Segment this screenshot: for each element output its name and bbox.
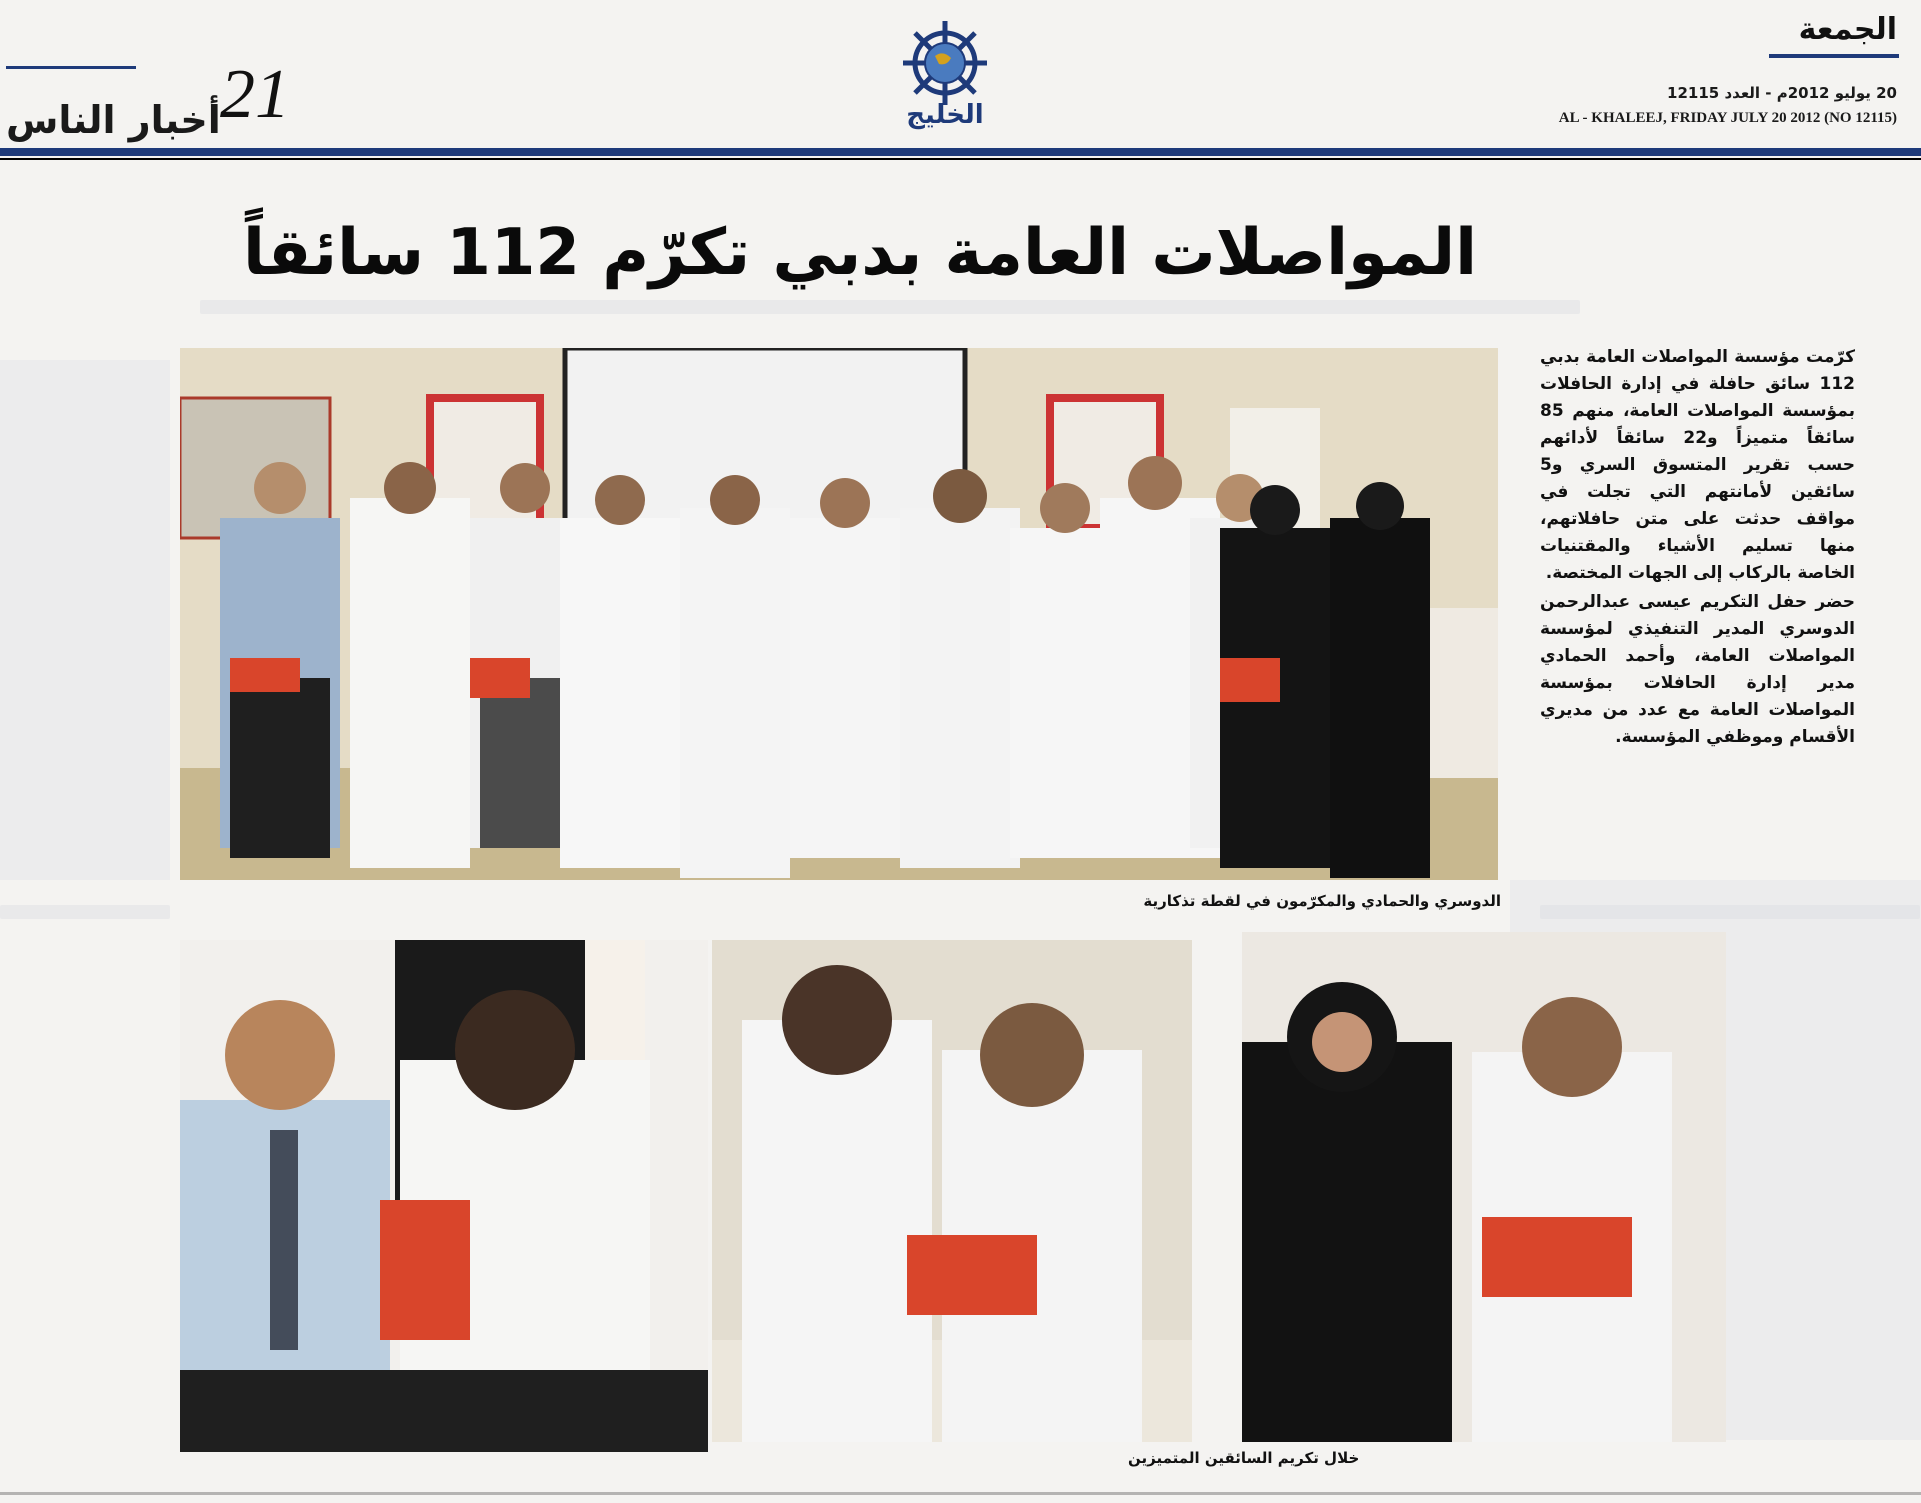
issue-date-english: AL - KHALEEJ, FRIDAY JULY 20 2012 (NO 12115) <box>1558 110 1897 126</box>
award-photo-3 <box>1242 932 1726 1442</box>
award-photo-2 <box>712 940 1192 1442</box>
article-paragraph: حضر حفل التكريم عيسى عبدالرحمن الدوسري المدير التنفيذي لمؤسسة المواصلات العامة، وأحمد الحمادي مدير إدارة الحافلات بمؤسسة المواصلات العامة مع عدد من مديري الأقسام وموظفي المؤسسة. <box>1540 592 1855 747</box>
page-section-name: أخبار الناس <box>6 98 221 142</box>
photo-caption: الدوسري والحمادي والمكرّمون في لقطة تذكارية <box>1143 892 1501 910</box>
page-number: 21 <box>220 56 290 133</box>
masthead-rule <box>0 148 1921 156</box>
page-rule <box>6 66 136 69</box>
page-bottom-rule <box>0 1492 1921 1495</box>
issue-date-arabic: 20 يوليو 2012م - العدد 12115 <box>1667 84 1897 102</box>
award-photo-1 <box>180 940 708 1452</box>
bleed-through-line <box>0 905 170 919</box>
section-rule <box>1769 54 1899 58</box>
bleed-through-line <box>200 300 1580 314</box>
article-body <box>1540 344 1855 753</box>
article-paragraph: كرّمت مؤسسة المواصلات العامة بدبي 112 سائق حافلة في إدارة الحافلات بمؤسسة المواصلات العامة، منهم 85 سائقاً متميزاً و22 سائقاً لأدائهم حسب تقرير المتسوق السري و5 سائقين لأمانتهم التي تجلت في مواقف حدثت على متن حافلاتهم، منها تسليم الأشياء والمقتنيات الخاصة بالركاب إلى الجهات المختصة. <box>1540 347 1855 583</box>
article-headline: المواصلات العامة بدبي تكرّم 112 سائقاً <box>242 216 1478 290</box>
section-title: الجمعة <box>1798 12 1897 47</box>
bleed-through-line <box>1540 905 1920 919</box>
photo-caption: خلال تكريم السائقين المتميزين <box>1128 1449 1360 1467</box>
newspaper-logo: الخليج <box>906 100 984 130</box>
group-photo <box>180 348 1498 880</box>
bleed-through-left <box>0 360 170 880</box>
masthead-thin-rule <box>0 158 1921 160</box>
